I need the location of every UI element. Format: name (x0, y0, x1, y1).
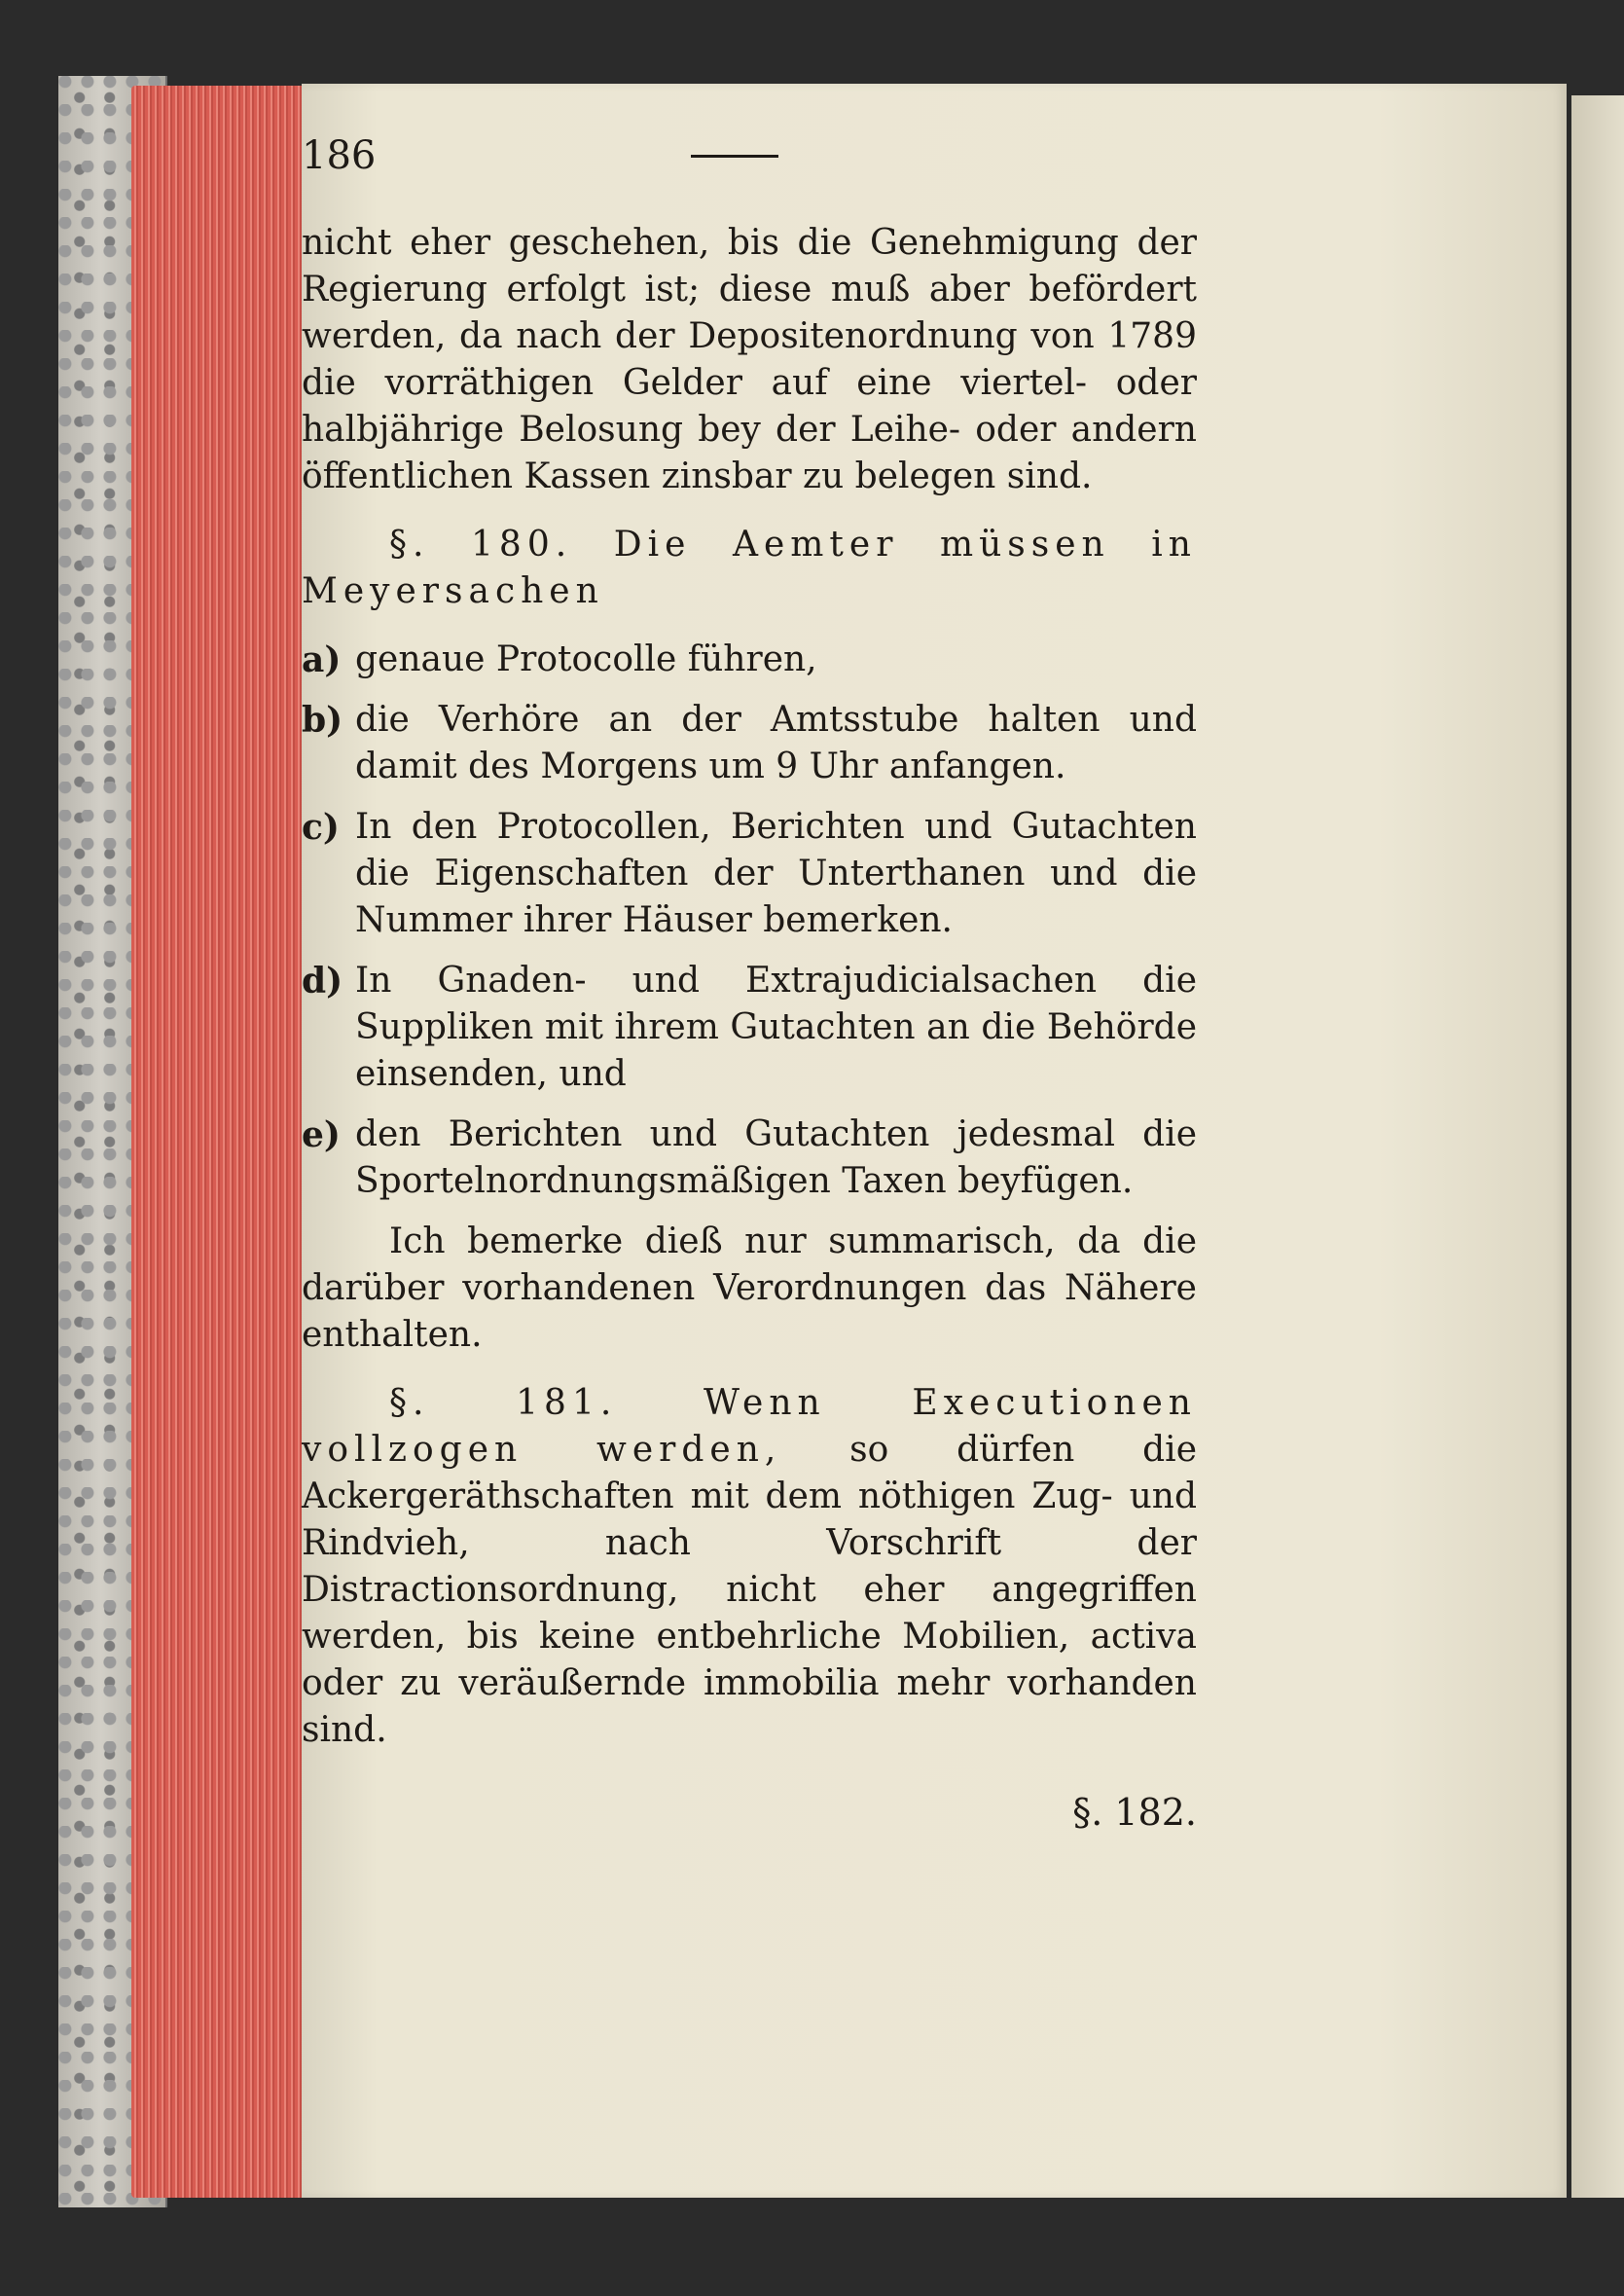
note-paragraph: Ich bemerke dieß nur summarisch, da die darüber vorhandenen Verordnungen das Nähere enthalten. (302, 1221, 1197, 1355)
list-item (302, 804, 1197, 944)
facing-page-edge (1571, 95, 1624, 2198)
item-label: d) (302, 961, 343, 1002)
list-item (302, 1112, 1197, 1205)
item-label: b) (302, 700, 343, 741)
item-text: genaue Protocolle führen, (355, 639, 817, 679)
item-text: In Gnaden- und Extrajudicialsachen die Suppliken mit ihrem Gutachten an die Behörde einsenden, und (355, 961, 1197, 1094)
item-list (302, 637, 1197, 1205)
list-item (302, 697, 1197, 790)
intro-paragraph: nicht eher geschehen, bis die Genehmigung der Regierung erfolgt ist; diese muß aber befördert werden, da nach der Depositenordnung von 1789 die vorräthigen Gelder auf eine viertel- oder halbjährige Belosung bey der Leihe- oder andern öffentlichen Kassen zinsbar zu belegen sind. (302, 223, 1197, 496)
item-text: den Berichten und Gutachten jedesmal die Sportelnordnungsmäßigen Taxen beyfügen. (355, 1114, 1197, 1201)
item-label: c) (302, 807, 340, 848)
item-text: die Verhöre an der Amtsstube halten und damit des Morgens um 9 Uhr anfangen. (355, 700, 1197, 786)
list-item (302, 958, 1197, 1098)
page-text (302, 127, 1197, 1836)
item-label: e) (302, 1114, 341, 1155)
section-181-heading: §. 181. Wenn Executionen vollzogen werden, (302, 1383, 1197, 1470)
page-number: 186 (302, 133, 377, 178)
section-181-text: so dürfen die Ackergeräthschaften mit dem nöthigen Zug- und Rindvieh, nach Vorschrift der Distractionsordnung, nicht eher angegriffen werden, bis keine entbehrliche Mobilien, activa oder zu veräußernde immobilia mehr vorhanden sind. (302, 1430, 1198, 1750)
list-item (302, 637, 1197, 683)
section-180-heading: §. 180. Die Aemter müssen in Meyersachen (302, 525, 1197, 611)
page-header (302, 127, 1197, 185)
section-181-paragraph (302, 1380, 1197, 1754)
header-rule (691, 155, 778, 158)
page-edges (131, 86, 326, 2198)
catchword: §. 182. (1072, 1791, 1197, 1834)
item-text: In den Protocollen, Berichten und Gutachten die Eigenschaften der Unterthanen und die Nummer ihrer Häuser bemerken. (355, 807, 1197, 940)
item-label: a) (302, 639, 342, 680)
